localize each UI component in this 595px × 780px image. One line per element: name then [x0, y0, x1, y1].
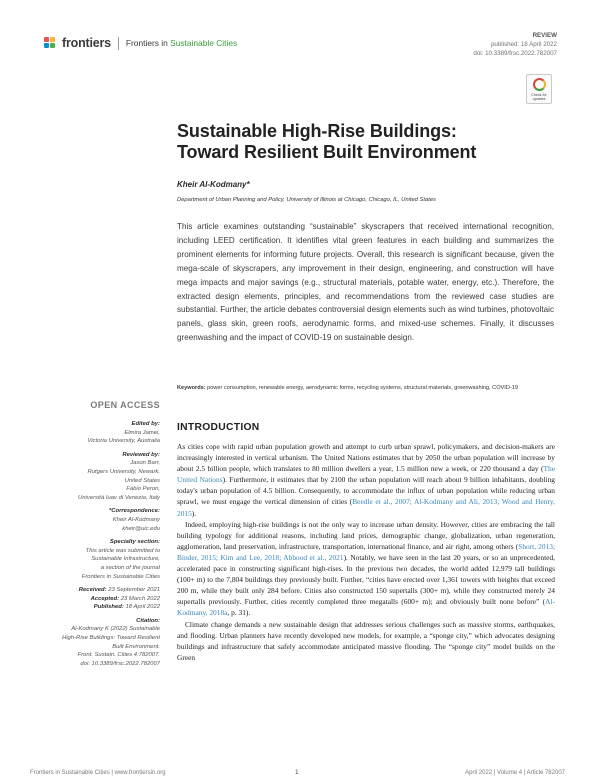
- check-for-updates-badge[interactable]: Check for updates: [526, 74, 552, 104]
- author-name[interactable]: Kheir Al-Kodmany*: [177, 180, 250, 189]
- footer-journal-link[interactable]: Frontiers in Sustainable Cities | www.frontiersin.org: [30, 770, 166, 776]
- paragraph: As cities cope with rapid urban population growth and attempt to curb urban sprawl, policymakers, and decision-makers are increasingly interested in vertical urbanism. The United Nations estimates that by 2050 the urban population will increase by about 2.5 billion people, which translates to 80 million dwellers a year, 1.5 million new a week, or 220 thousand a day (The United Nations). Furthermore, it estimates that by 2100 the urban population will reach about 9 billion inhabitants, doubling today's urban population of 4.5 billion. Consequently, to accommodate the influx of urban population while reducing urban sprawl, we must engage the vertical dimension of cities (Beedle et al., 2007; Al-Kodmany and Ali, 2013; Wood and Henry, 2015).: [177, 442, 555, 518]
- correspondence-section: *Correspondence: Kheir Al-Kodmany kheir@uic.edu: [30, 507, 160, 533]
- paragraph: Climate change demands a new sustainable design that addresses serious challenges such as massive storms, earthquakes, and flooding. Urban planners have recently developed new models, for example, a “sponge city,” which advocates designing buildings and infrastructure that safely accommodate anticipated massive flooding. The “sponge city” model builds on the Green: [177, 619, 555, 662]
- footer-volume-info: April 2022 | Volume 4 | Article 782007: [465, 770, 565, 776]
- open-access-label: OPEN ACCESS: [90, 400, 160, 410]
- correspondence-email[interactable]: kheir@uic.edu: [122, 525, 160, 532]
- specialty-section: Specialty section: This article was submitted to Sustainable Infrastructure, a section of the journal Frontiers in Sustainable Cities: [81, 539, 160, 580]
- article-doi[interactable]: doi: 10.3389/frsc.2022.782007: [473, 49, 557, 57]
- reviewed-by-section: Reviewed by: Jason Barr, Rutgers University, Newark, United States Fabio Peron, Università Iuav di Venezia, Italy: [78, 451, 160, 501]
- journal-name: Frontiers in Sustainable Cities: [125, 38, 238, 48]
- logo-divider: [118, 37, 119, 50]
- edited-by-section: Edited by: Elmira Jamei, Victoria University, Australia: [87, 421, 160, 445]
- article-title: Sustainable High-Rise Buildings: Toward Resilient Built Environment: [177, 121, 477, 162]
- logo-wordmark: frontiers: [62, 36, 111, 50]
- section-heading-introduction: INTRODUCTION: [177, 422, 260, 433]
- frontiers-logo[interactable]: [44, 36, 237, 50]
- citation-link[interactable]: The United Nations: [177, 464, 555, 485]
- article-info-sidebar: [30, 420, 160, 673]
- citation-section: Citation: Al-Kodmany K (2022) Sustainable High-Rise Buildings: Toward Resilient Built Environment. Front. Sustain. Cities 4:782007. doi: 10.3389/frsc.2022.782007: [61, 617, 160, 667]
- published-date: published: 18 April 2022: [490, 40, 557, 48]
- page-number: 1: [295, 769, 299, 776]
- dates-section: Received: 23 September 2021 Accepted: 23 March 2022 Published: 18 April 2022: [78, 587, 160, 611]
- keywords: Keywords: power consumption, renewable energy, aerodynamic forms, recycling systems, structural materials, greenwashing, COVID-19: [177, 385, 518, 391]
- citation-link[interactable]: Beedle et al., 2007; Al-Kodmany and Ali, 2013; Wood and Henry, 2015: [177, 497, 555, 518]
- abstract: This article examines outstanding “sustainable” skyscrapers that received international recognition, including LEED certification. It identifies vital green features in each building and summarizes the prominent elements for informing future projects. Overall, this research is significant because, given the mega-scale of skyscrapers, any improvement in their design, engineering, and construction will have mega impacts and major savings (e.g., structural materials, potable water, energy, etc.). Therefore, the extracted design elements, principles, and recommendations from the reviewed case studies are substantial. Further, the article debates controversial design elements such as wind turbines, photovoltaic panels, glass skin, green roofs, aerodynamic forms, and mixed-use schemes. Finally, it discusses greenwashing and the impact of COVID-19 on sustainable design.: [177, 222, 554, 343]
- citation-link[interactable]: Al-Kodmany, 2018a: [177, 597, 555, 618]
- crossmark-icon: [533, 78, 546, 91]
- citation-link[interactable]: Short, 2013; Binder, 2015; Kim and Lee, 2018; Abbood et al., 2021: [177, 541, 555, 562]
- frontiers-logo-icon: [44, 37, 58, 49]
- article-meta: [473, 32, 557, 58]
- introduction-body: [177, 441, 555, 663]
- paragraph: Indeed, employing high-rise buildings is not the only way to increase urban density. However, cities are embracing the tall building typology for additional reasons, including land prices, demographic change, globalization, urban regeneration, agglomeration, land preservation, infrastructure, transportation, international finance, and air right, among others (Short, 2013; Binder, 2015; Kim and Lee, 2018; Abbood et al., 2021). Notably, we have seen in the last 20 years, or so an unprecedented, accelerated pace in constructing significant high-rises. In the previous two decades, the world added 12,979 tall buildings (100+ m) to the 7,804 buildings they previously built. Further, “cities have erected over 1,361 towers with heights that exceed 200 m, while they built only 284 before. Cities also constructed 150 supertalls (300+ m), while they constructed merely 24 supertalls previously. Further, cities recently completed three megatalls (600+ m); and obviously built none before” (Al-Kodmany, 2018a, p. 31).: [177, 519, 555, 618]
- author-affiliation: Department of Urban Planning and Policy, University of Illinois at Chicago, Chicago, IL, United States: [177, 197, 436, 203]
- article-type: REVIEW: [532, 32, 557, 39]
